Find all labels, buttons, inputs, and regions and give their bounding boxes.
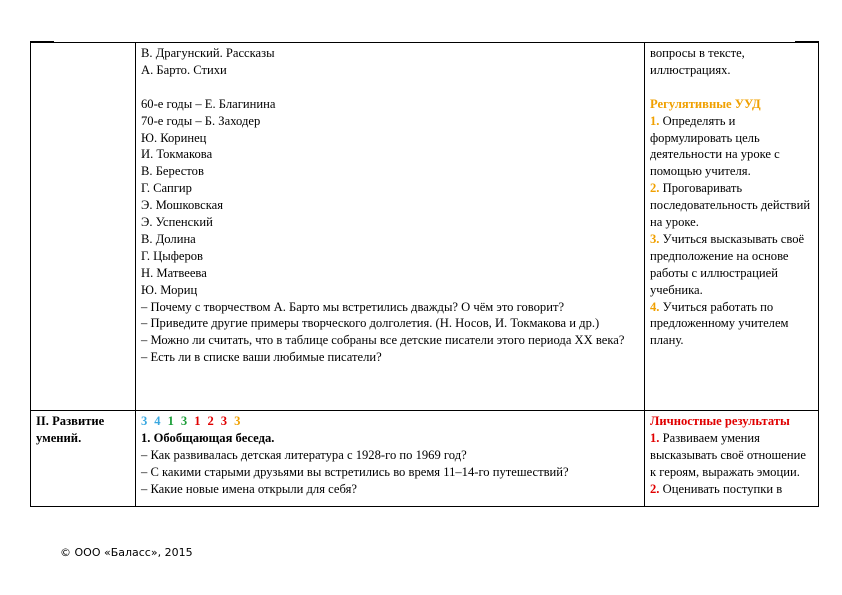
- list-item: [650, 299, 814, 350]
- item-text: Учиться высказывать своё предположение на основе работы с иллюстрацией учебника.: [650, 231, 805, 297]
- number-marker: 3: [220, 414, 228, 428]
- item-text: Оценивать поступки в: [662, 481, 783, 496]
- item-number: 1.: [650, 113, 660, 128]
- section-title: Регулятивные УУД: [650, 96, 761, 111]
- list-item: [650, 231, 814, 299]
- text-line: вопросы в тексте, иллюстрациях.: [650, 46, 745, 77]
- content-cell: [136, 411, 645, 507]
- item-text: Развиваем умения высказывать своё отношение к героям, выражать эмоции.: [650, 430, 806, 479]
- question-text: – Можно ли считать, что в таблице собраны все детские писатели этого периода XX века?: [141, 333, 625, 348]
- text-line: А. Барто. Стихи: [141, 62, 227, 77]
- text-line: И. Токмакова: [141, 147, 213, 162]
- text-line: Э. Мошковская: [141, 198, 224, 213]
- stage-cell: II. Развитие умений.: [31, 411, 136, 507]
- text-line: В. Берестов: [141, 164, 204, 179]
- number-marker: 3: [234, 414, 241, 428]
- number-marker: 3: [180, 414, 188, 428]
- lesson-plan-table: [30, 42, 819, 507]
- list-item: [650, 430, 814, 481]
- text-line: Г. Цыферов: [141, 248, 204, 263]
- results-cell: [645, 411, 819, 507]
- stage-cell: [31, 43, 136, 411]
- item-text: Учиться работать по предложенному учителем плану.: [650, 299, 789, 348]
- number-marker: 2: [207, 414, 214, 428]
- item-number: 1.: [650, 430, 660, 445]
- item-number: 2.: [650, 181, 660, 196]
- text-line: Г. Сапгир: [141, 181, 192, 196]
- table-row: [31, 411, 819, 507]
- question-text: – Какие новые имена открыли для себя?: [141, 481, 357, 496]
- text-line: Ю. Коринец: [141, 130, 207, 145]
- item-number: 2.: [650, 481, 660, 496]
- text-line: В. Долина: [141, 231, 196, 246]
- list-item: [650, 180, 814, 231]
- question-text: – Приведите другие примеры творческого долголетия. (Н. Носов, И. Токмакова и др.): [141, 316, 600, 331]
- text-line: Н. Матвеева: [141, 265, 207, 280]
- item-text: Проговаривать последовательность действий на уроке.: [650, 181, 811, 230]
- text-line: 60-е годы – Е. Благинина: [141, 96, 276, 111]
- list-item: [650, 481, 814, 498]
- question-text: – С какими старыми друзьями вы встретились во время 11–14-го путешествий?: [141, 464, 569, 479]
- item-number: 4.: [650, 299, 660, 314]
- question-text: – Есть ли в списке ваши любимые писатели?: [141, 350, 382, 365]
- text-line: Э. Успенский: [141, 215, 213, 230]
- number-markers: [141, 413, 640, 430]
- results-cell: [645, 43, 819, 411]
- item-text: Определять и формулировать цель деятельности на уроке с помощью учителя.: [650, 113, 780, 179]
- section-heading: 1. Обобщающая беседа.: [141, 430, 275, 445]
- item-number: 3.: [650, 231, 660, 246]
- number-marker: 1: [167, 414, 174, 428]
- number-marker: 1: [194, 414, 201, 428]
- copyright-footer: © ООО «Баласс», 2015: [60, 546, 193, 559]
- number-marker: 4: [154, 414, 161, 428]
- text-line: В. Драгунский. Рассказы: [141, 46, 275, 60]
- question-text: – Как развивалась детская литература с 1928-го по 1969 год?: [141, 447, 467, 462]
- number-marker: 3: [141, 414, 148, 428]
- section-title: Личностные результаты: [650, 414, 790, 428]
- question-text: – Почему с творчеством А. Барто мы встретились дважды? О чём это говорит?: [141, 299, 565, 314]
- content-cell: [136, 43, 645, 411]
- text-line: Ю. Мориц: [141, 282, 198, 297]
- text-line: 70-е годы – Б. Заходер: [141, 113, 261, 128]
- list-item: [650, 113, 814, 181]
- table-row: [31, 43, 819, 411]
